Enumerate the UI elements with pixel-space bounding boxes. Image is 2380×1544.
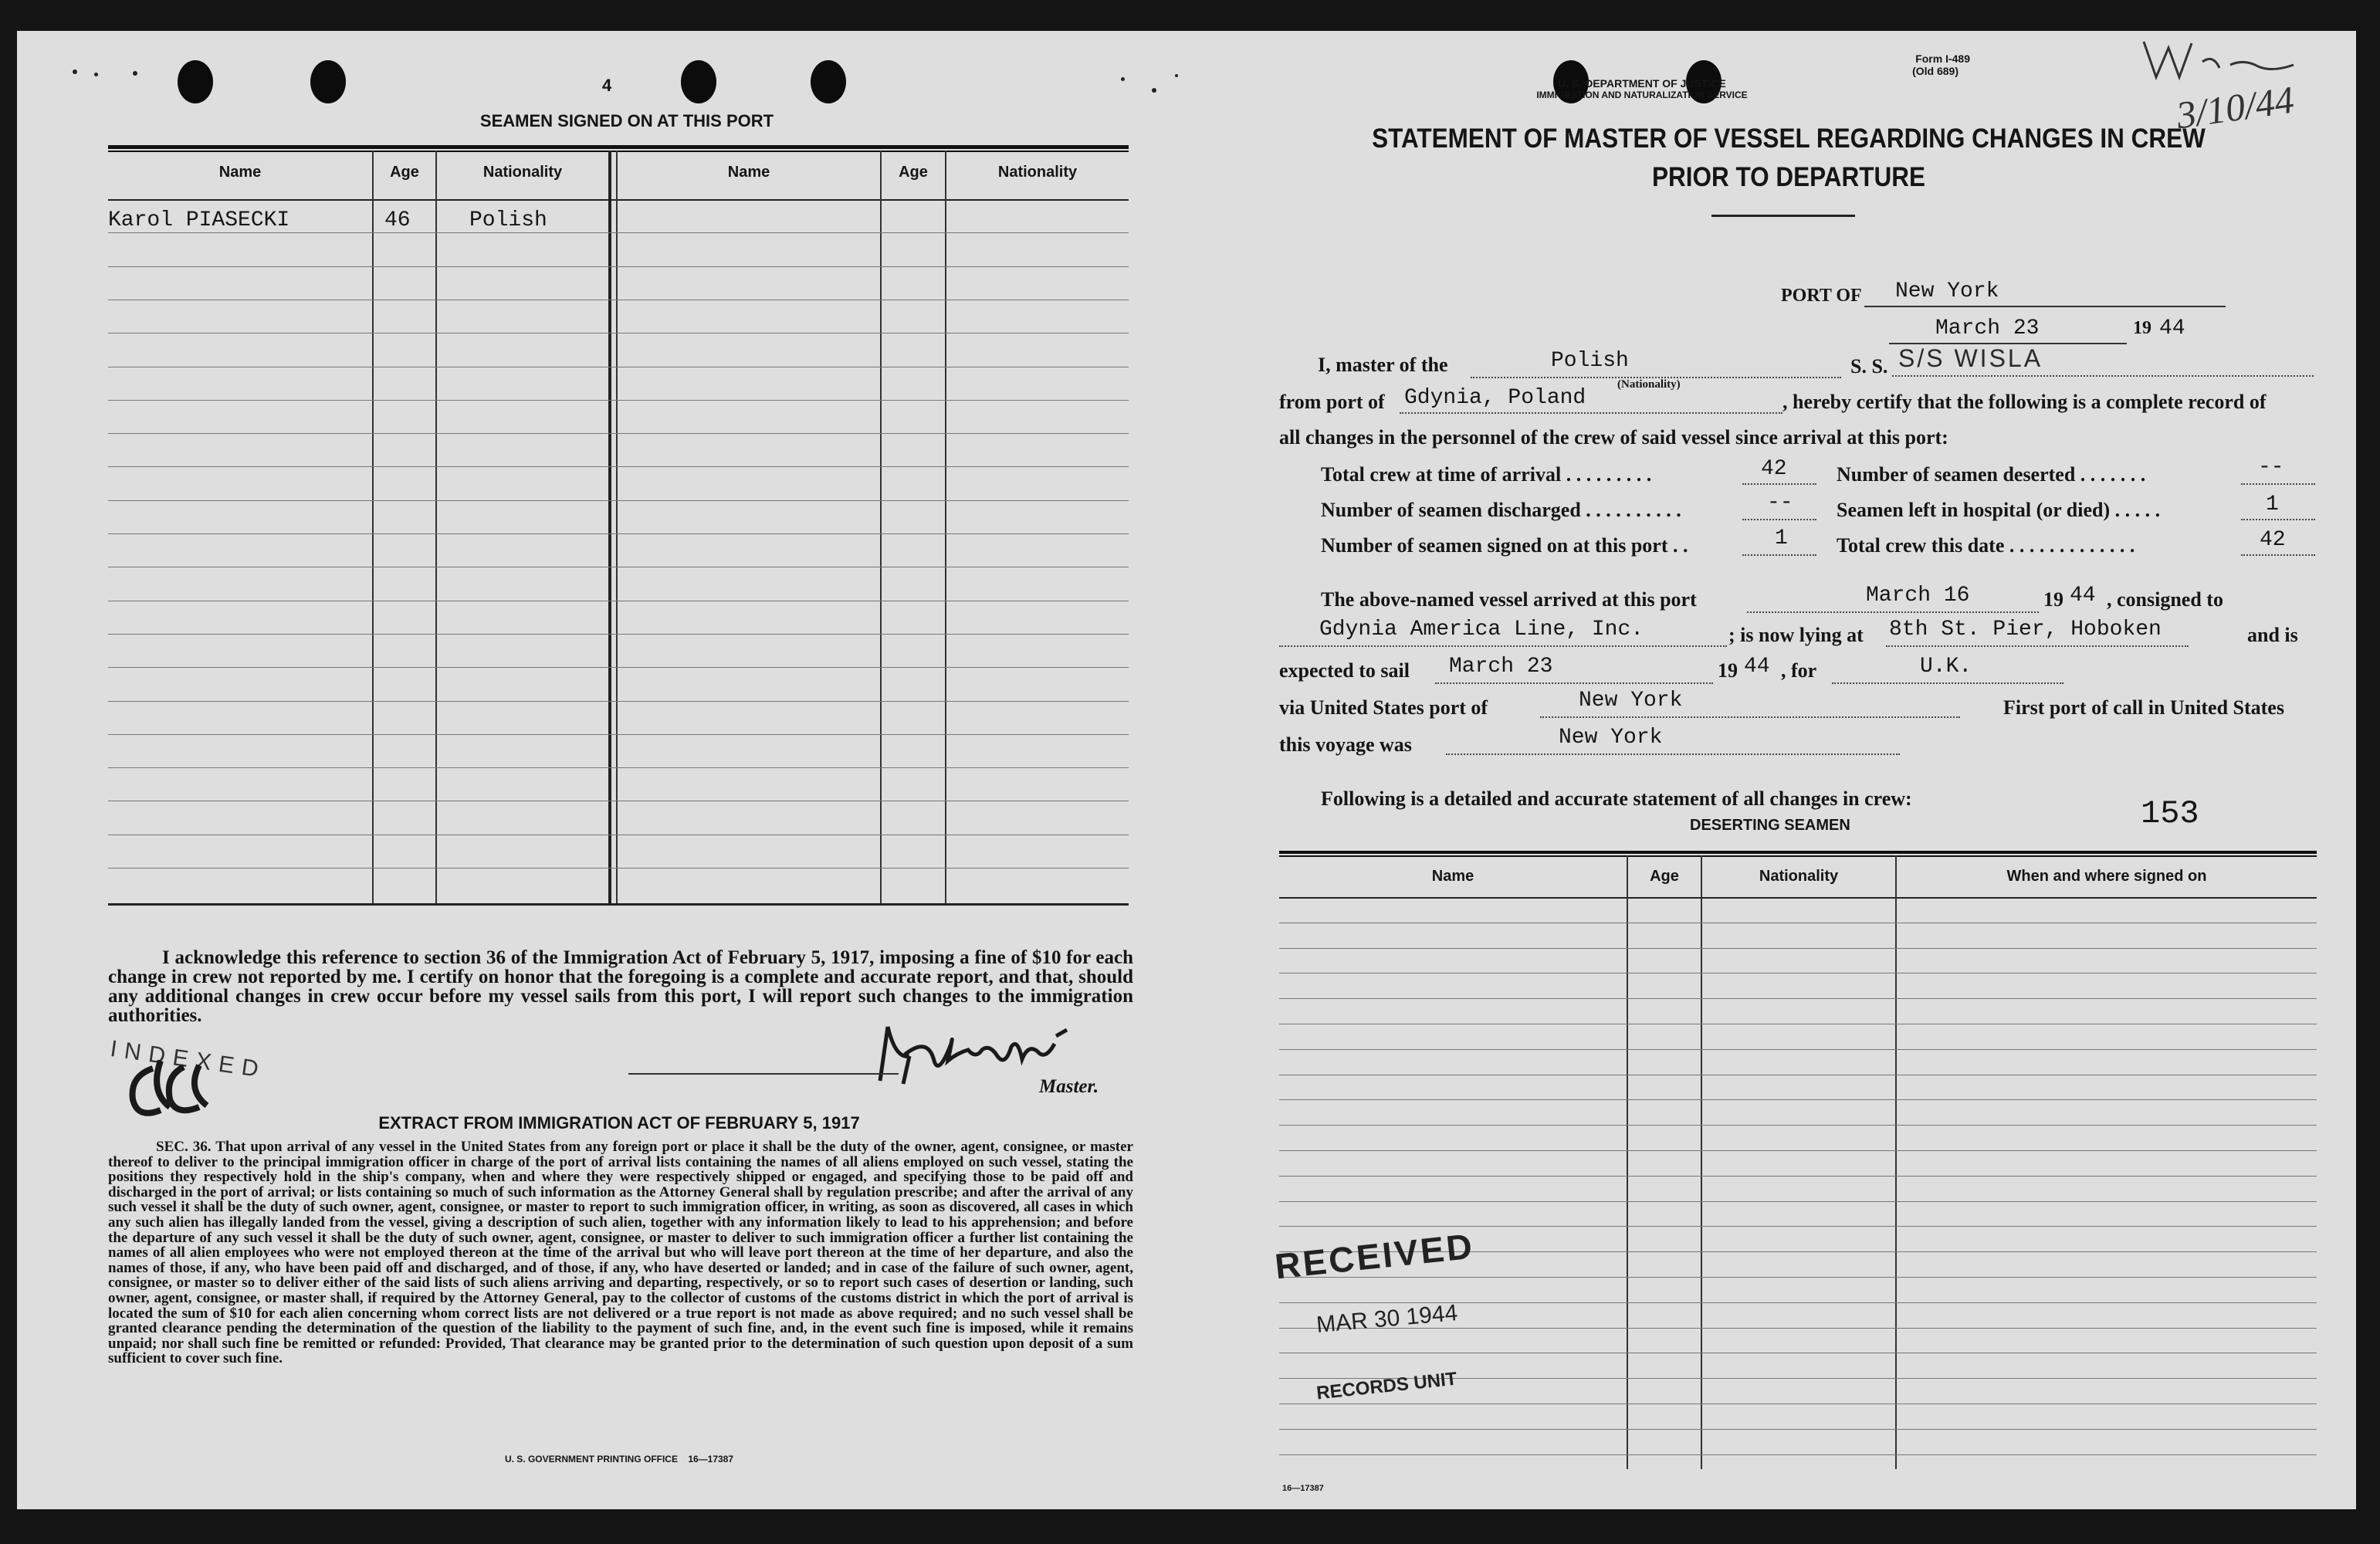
expected-label: expected to sail bbox=[1279, 659, 1410, 682]
following-text: Following is a detailed and accurate statement of all changes in crew: bbox=[1321, 787, 1912, 810]
page-number: 4 bbox=[602, 76, 612, 95]
voyage-value: New York bbox=[1559, 726, 1663, 750]
port-label: PORT OF bbox=[1781, 286, 1862, 306]
table-rule bbox=[108, 433, 1129, 434]
first-port-label: First port of call in United States bbox=[2003, 696, 2284, 719]
ship-name: S/S WISLA bbox=[1898, 344, 2043, 372]
form-number: Form I-489 bbox=[1915, 52, 1970, 65]
table-rule bbox=[1279, 998, 2317, 999]
certify-text: , hereby certify that the following is a complete record of bbox=[1782, 391, 2267, 413]
form-title-line1: STATEMENT OF MASTER OF VESSEL REGARDING CHANGES IN CREW bbox=[1372, 124, 2206, 154]
nationality-label: (Nationality) bbox=[1617, 378, 1681, 391]
document-sheet bbox=[17, 31, 2356, 1509]
service-name: IMMIGRATION AND NATURALIZATION SERVICE bbox=[1536, 90, 1748, 100]
arrived-year: 44 bbox=[2070, 584, 2096, 608]
total-crew-date: 42 bbox=[2260, 528, 2286, 552]
consigned-label: , consigned to bbox=[2107, 588, 2223, 611]
hospital-value: 1 bbox=[2266, 493, 2279, 516]
master-of-label: I, master of the bbox=[1318, 354, 1448, 376]
table-rule bbox=[1279, 1403, 2317, 1404]
records-unit-stamp: RECORDS UNIT bbox=[1315, 1368, 1458, 1404]
discharged-value: -- bbox=[1767, 491, 1793, 515]
signed-on-label: Number of seamen signed on at this port . . bbox=[1321, 534, 1688, 557]
received-stamp: RECEIVED bbox=[1272, 1225, 1477, 1287]
table-rule bbox=[1279, 1125, 2317, 1126]
destination-value: U.K. bbox=[1920, 655, 1972, 679]
desert-col-nationality: Nationality bbox=[1759, 868, 1839, 885]
left-page bbox=[17, 31, 1187, 1509]
and-is-label: and is bbox=[2247, 624, 2298, 646]
table-rule bbox=[1279, 1201, 2317, 1202]
deserted-label: Number of seamen deserted . . . . . . . bbox=[1837, 463, 2146, 486]
table-rule bbox=[1279, 948, 2317, 949]
consignee-value: Gdynia America Line, Inc. bbox=[1319, 618, 1644, 642]
desert-col-signed-on: When and where signed on bbox=[2006, 868, 2207, 885]
col-header-age: Age bbox=[390, 164, 419, 181]
total-crew-arrival-label: Total crew at time of arrival . . . . . . . . . bbox=[1321, 463, 1652, 486]
table-rule bbox=[108, 400, 1129, 401]
col-header-nationality: Nationality bbox=[482, 164, 563, 181]
table-rule bbox=[1279, 1099, 2317, 1100]
right-page bbox=[1187, 31, 2356, 1509]
hospital-label: Seamen left in hospital (or died) . . . . . bbox=[1837, 499, 2161, 521]
col-header-age-2: Age bbox=[899, 164, 928, 181]
acknowledgement-text: I acknowledge this reference to section 36 of the Immigration Act of February 5, 1917, imposing a fine of $10 for each change in crew not reported by me. I certify on honor that the foregoing is a complete and accurate report, and that, should any additional changes in crew occur before my vessel sails from this port, I will report such changes to the immigration authorities. bbox=[108, 947, 1133, 1026]
table-rule bbox=[108, 333, 1129, 334]
col-header-nationality-2: Nationality bbox=[997, 164, 1078, 181]
for-label: , for bbox=[1781, 659, 1817, 682]
table-rule bbox=[1279, 1277, 2317, 1278]
form-title-line2: PRIOR TO DEPARTURE bbox=[1651, 162, 1926, 192]
extract-text: SEC. 36. That upon arrival of any vessel in the United States from any foreign port or place it shall be the duty of the owner, agent, consignee, or master thereof to deliver to the principal immigration officer in charge of the port of arrival lists containing the names of all aliens employed on such vessel, stating the positions they respectively hold in the ship's company, when and where they were respectively shipped or engaged, and specifying those to be paid off and discharged in the port of arrival; or lists containing so much of such information as the Attorney General shall by regulation prescribe; and after the arrival of any such vessel it shall be the duty of such owner, agent, consignee, or master to report to such immigration officer, in writing, as soon as discovered, all cases in which any such alien has illegally landed from the vessel, giving a description of such alien, together with any information likely to lead to his apprehension; and before the departure of any such vessel it shall be the duty of such owner, agent, consignee, or master to deliver to such immigration officer a further list containing the names of all alien employees who were not employed thereon at the time of the arrival but who will leave port thereon at the time of her departure, and also the names of those, if any, who have been paid off and discharged, and of those, if any, who have deserted or landed; and in case of the failure of such owner, agent, consignee, or master so to deliver either of the said lists of such aliens arriving and departing, respectively, or so to report such cases of desertion or landing, such owner, agent, consignee, or master shall, if required by the Attorney General, pay to the collector of customs of the customs district in which the port of arrival is located the sum of $10 for each alien concerning whom correct lists are not delivered or a true report is not made as above required; and no such vessel shall be granted clearance pending the determination of the question of the liability to the payment of such fine, and, in the event such fine is imposed, while it remains unpaid; nor shall such fine be remitted or refunded: Provided, That clearance may be granted prior to the determination of such question upon deposit of a sum sufficient to cover such fine. bbox=[108, 1139, 1133, 1367]
nationality-value: Polish bbox=[1551, 349, 1629, 373]
table-rule bbox=[1279, 1049, 2317, 1050]
form-old-number: (Old 689) bbox=[1912, 65, 1959, 77]
table-rule bbox=[108, 667, 1129, 668]
left-printer-line: U. S. GOVERNMENT PRINTING OFFICE 16—17387 bbox=[504, 1454, 734, 1464]
table-rule bbox=[108, 634, 1129, 635]
table-rule bbox=[108, 232, 1129, 233]
col-header-name: Name bbox=[218, 164, 262, 181]
from-port-value: Gdynia, Poland bbox=[1404, 386, 1586, 410]
total-crew-arrival: 42 bbox=[1761, 457, 1787, 481]
table-rule bbox=[108, 734, 1129, 735]
table-rule bbox=[1279, 1176, 2317, 1177]
date-value: March 23 bbox=[1935, 317, 2040, 340]
discharged-label: Number of seamen discharged . . . . . . . . . . bbox=[1321, 499, 1681, 521]
from-port-label: from port of bbox=[1279, 391, 1385, 413]
handwritten-date: 3/10/44 bbox=[2173, 77, 2297, 137]
desert-col-age: Age bbox=[1650, 868, 1679, 885]
stamp-number: 153 bbox=[2141, 795, 2199, 832]
year-value: 44 bbox=[2159, 317, 2185, 340]
indexed-stamp: INDEXED bbox=[108, 1036, 268, 1083]
extract-title: EXTRACT FROM IMMIGRATION ACT OF FEBRUARY 5, 1917 bbox=[378, 1113, 860, 1133]
department-name: U. S. DEPARTMENT OF JUSTICE bbox=[1558, 77, 1726, 90]
table-rule bbox=[1279, 1454, 2317, 1455]
sail-year: 44 bbox=[1744, 655, 1770, 679]
ss-label: S. S. bbox=[1850, 355, 1888, 378]
via-value: New York bbox=[1579, 689, 1683, 713]
arrived-label: The above-named vessel arrived at this port bbox=[1321, 588, 1697, 611]
year-prefix: 19 bbox=[2133, 318, 2151, 338]
lying-label: ; is now lying at bbox=[1728, 624, 1864, 646]
col-header-name-2: Name bbox=[727, 164, 770, 181]
right-printer-line: 16—17387 bbox=[1282, 1484, 1324, 1493]
signed-on-value: 1 bbox=[1775, 527, 1788, 550]
deserting-title: DESERTING SEAMEN bbox=[1690, 817, 1850, 834]
deserted-value: -- bbox=[2258, 455, 2284, 479]
table-cell-age: 46 bbox=[384, 208, 411, 232]
section-title: SEAMEN SIGNED ON AT THIS PORT bbox=[479, 111, 774, 130]
table-rule bbox=[108, 500, 1129, 501]
via-label: via United States port of bbox=[1279, 696, 1488, 719]
table-rule bbox=[108, 701, 1129, 702]
signature-label: Master. bbox=[1039, 1076, 1099, 1097]
table-rule bbox=[108, 533, 1129, 534]
table-rule bbox=[108, 767, 1129, 768]
all-changes-text: all changes in the personnel of the crew of said vessel since arrival at this port: bbox=[1279, 426, 1948, 449]
lying-value: 8th St. Pier, Hoboken bbox=[1889, 618, 2162, 642]
voyage-label: this voyage was bbox=[1279, 733, 1412, 756]
port-value: New York bbox=[1895, 279, 1999, 303]
sail-date: March 23 bbox=[1449, 655, 1553, 679]
received-date-stamp: MAR 30 1944 bbox=[1315, 1300, 1459, 1338]
table-rule bbox=[108, 466, 1129, 467]
sail-year-prefix: 19 bbox=[1718, 659, 1738, 682]
arrived-date: March 16 bbox=[1866, 584, 1970, 608]
table-cell-name: Karol PIASECKI bbox=[108, 208, 290, 232]
total-crew-date-label: Total crew this date . . . . . . . . . . . . . bbox=[1837, 534, 2135, 557]
table-cell-nationality: Polish bbox=[469, 208, 547, 232]
table-rule bbox=[1279, 1150, 2317, 1151]
table-rule bbox=[1279, 1226, 2317, 1227]
table-rule bbox=[1279, 1429, 2317, 1430]
table-rule bbox=[108, 266, 1129, 267]
desert-col-name: Name bbox=[1431, 868, 1474, 885]
arrived-year-prefix: 19 bbox=[2043, 588, 2063, 611]
